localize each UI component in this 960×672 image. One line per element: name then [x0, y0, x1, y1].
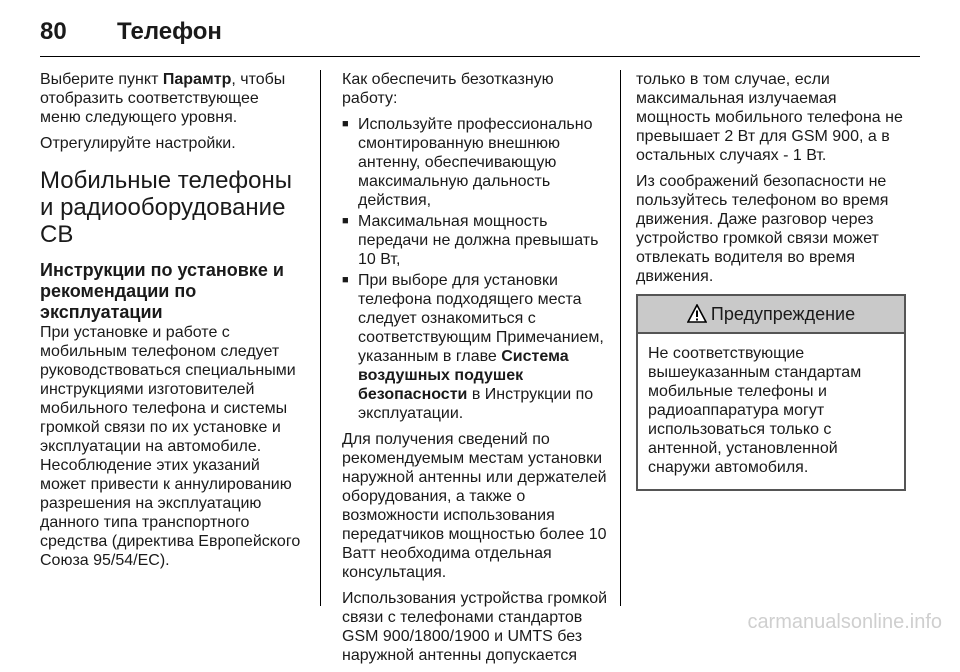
column-divider-1: [320, 70, 321, 606]
column-1: [40, 70, 302, 577]
column-divider-2: [620, 70, 621, 606]
reliability-intro: Как обеспечить безотказную работу:: [342, 71, 554, 107]
instructions-paragraph: При установке и работе с мобильным телефоном следует руководствоваться специальными инструкциями изготовителей мобильного телефона и системы громкой связи по их установке и эксплуатации на автомобиле. Несоблюдение этих указаний может привести к аннулированию разрешения на эксплуатацию данного типа транспортного средства (директива Европейского Союза 95/54/EC).: [40, 324, 301, 569]
warning-text: Не соответствующие вышеуказанным стандартам мобильные телефоны и радиоаппаратура могут использоваться только с антенной, установленной снаружи автомобиля.: [648, 345, 862, 476]
section-title: Мобильные телефоны и радиооборудование CB: [40, 167, 293, 248]
antenna-paragraph: Для получения сведений по рекомендуемым местам установки наружной антенны или держателей оборудования, а также о возможности использования передатчиков мощностью более 10 Ватт необходима отдельная консультация.: [342, 431, 607, 581]
page-header: [40, 14, 920, 54]
list-item: ■ Максимальная мощность передачи не должна превышать 10 Вт,: [342, 212, 608, 269]
airbag-section-ref: Система воздушных подушек безопасности: [358, 348, 569, 403]
list-item: ■ При выборе для установки телефона подходящего места следует ознакомиться с соответствующим Примечанием, указанным в главе Система воздушных подушек безопасности в Инструкции по эксплуатации.: [342, 271, 608, 423]
power-paragraph: только в том случае, если максимальная излучаемая мощность мобильного телефона не превышает 2 Вт для GSM 900, а в остальных случаях - 1 Вт.: [636, 71, 903, 164]
watermark: carmanualsonline.info: [747, 611, 942, 633]
column-3: [636, 70, 906, 491]
header-rule: [40, 56, 920, 57]
warning-title: Предупреждение: [710, 303, 856, 324]
warning-box: [636, 294, 906, 491]
column-2: [342, 70, 608, 672]
safety-paragraph: Из соображений безопасности не пользуйтесь телефоном во время движения. Даже разговор через устройство громкой связи может отвлекать водителя во время движения.: [636, 173, 889, 285]
chapter-title: Телефон: [117, 18, 222, 45]
intro-paragraph: Выберите пункт Парамтр, чтобы отобразить соответствующее меню следующего уровня.: [40, 71, 286, 126]
warning-triangle-icon: [687, 304, 707, 324]
page-number: 80: [40, 18, 67, 45]
warning-header: [638, 296, 904, 334]
handsfree-paragraph: Использования устройства громкой связи с телефонами стандартов GSM 900/1800/1900 и UMTS без наружной антенны допускается: [342, 590, 608, 664]
list-item: ■ Используйте профессионально смонтированную внешнюю антенну, обеспечивающую максимальную дальность действия,: [342, 115, 608, 210]
menu-item-name: Парамтр: [162, 71, 232, 88]
adjust-paragraph: Отрегулируйте настройки.: [40, 135, 236, 152]
recommendations-list: [342, 115, 608, 423]
subsection-title: Инструкции по установке и рекомендации по эксплуатации: [40, 260, 284, 322]
